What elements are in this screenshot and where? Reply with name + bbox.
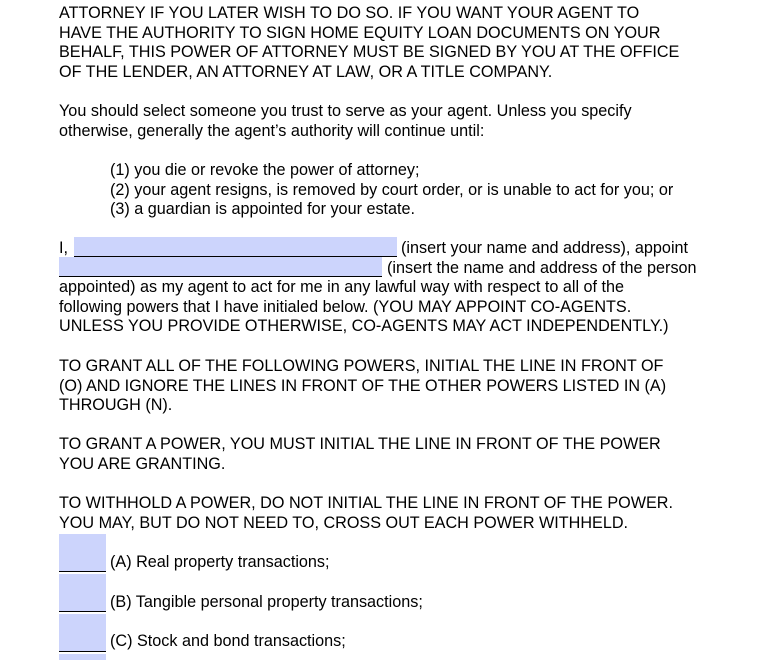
appointment-line-1: appointed) as my agent to act for me in any lawful way with respect to all of the (59, 278, 625, 296)
power-label-a: (A) Real property transactions; (110, 553, 330, 571)
grant-all-line-3: THROUGH (N). (59, 396, 173, 414)
grant-power-line-1: TO GRANT A POWER, YOU MUST INITIAL THE LINE IN FRONT OF THE POWER (59, 435, 661, 453)
after-principal-text: (insert your name and address), appoint (401, 239, 689, 257)
intro-line-3: BEHALF, THIS POWER OF ATTORNEY MUST BE SIGNED BY YOU AT THE OFFICE (59, 43, 680, 61)
intro-line-4: OF THE LENDER, AN ATTORNEY AT LAW, OR A TITLE COMPANY. (59, 62, 553, 81)
withhold-power-line-1: TO WITHHOLD A POWER, DO NOT INITIAL THE LINE IN FRONT OF THE POWER. (59, 494, 673, 512)
grant-all-line-1: TO GRANT ALL OF THE FOLLOWING POWERS, INITIAL THE LINE IN FRONT OF (59, 357, 664, 375)
initial-field-b[interactable] (59, 574, 106, 612)
condition-item-2: (2) your agent resigns, is removed by court order, or is unable to act for you; or (110, 180, 674, 199)
appointment-line-3: UNLESS YOU PROVIDE OTHERWISE, CO-AGENTS MAY ACT INDEPENDENTLY.) (59, 317, 669, 335)
grant-all-line-2: (O) AND IGNORE THE LINES IN FRONT OF THE OTHER POWERS LISTED IN (A) (59, 376, 667, 395)
agent-name-field[interactable] (59, 257, 382, 277)
initial-field-a[interactable] (59, 534, 106, 572)
intro-line-1: ATTORNEY IF YOU LATER WISH TO DO SO. IF YOU WANT YOUR AGENT TO (59, 4, 640, 22)
grant-power-line-2: YOU ARE GRANTING. (59, 454, 226, 473)
power-label-c: (C) Stock and bond transactions; (110, 632, 346, 650)
select-agent-line-1: You should select someone you trust to serve as your agent. Unless you specify (59, 102, 632, 120)
appointment-line-2: following powers that I have initialed below. (YOU MAY APPOINT CO-AGENTS. (59, 297, 632, 316)
condition-item-1: (1) you die or revoke the power of attorney; (110, 161, 420, 179)
power-label-b: (B) Tangible personal property transactions; (110, 593, 423, 611)
intro-line-2: HAVE THE AUTHORITY TO SIGN HOME EQUITY LOAN DOCUMENTS ON YOUR (59, 23, 661, 42)
principal-name-field[interactable] (74, 237, 397, 257)
initial-field-c[interactable] (59, 614, 106, 652)
select-agent-line-2: otherwise, generally the agent’s authority will continue until: (59, 121, 485, 140)
initial-field-d-partial[interactable] (59, 654, 106, 660)
withhold-power-line-2: YOU MAY, BUT DO NOT NEED TO, CROSS OUT EACH POWER WITHHELD. (59, 513, 629, 532)
condition-item-3: (3) a guardian is appointed for your estate. (110, 200, 416, 218)
appointment-prefix: I, (59, 239, 68, 257)
after-agent-text: (insert the name and address of the person (387, 258, 697, 277)
